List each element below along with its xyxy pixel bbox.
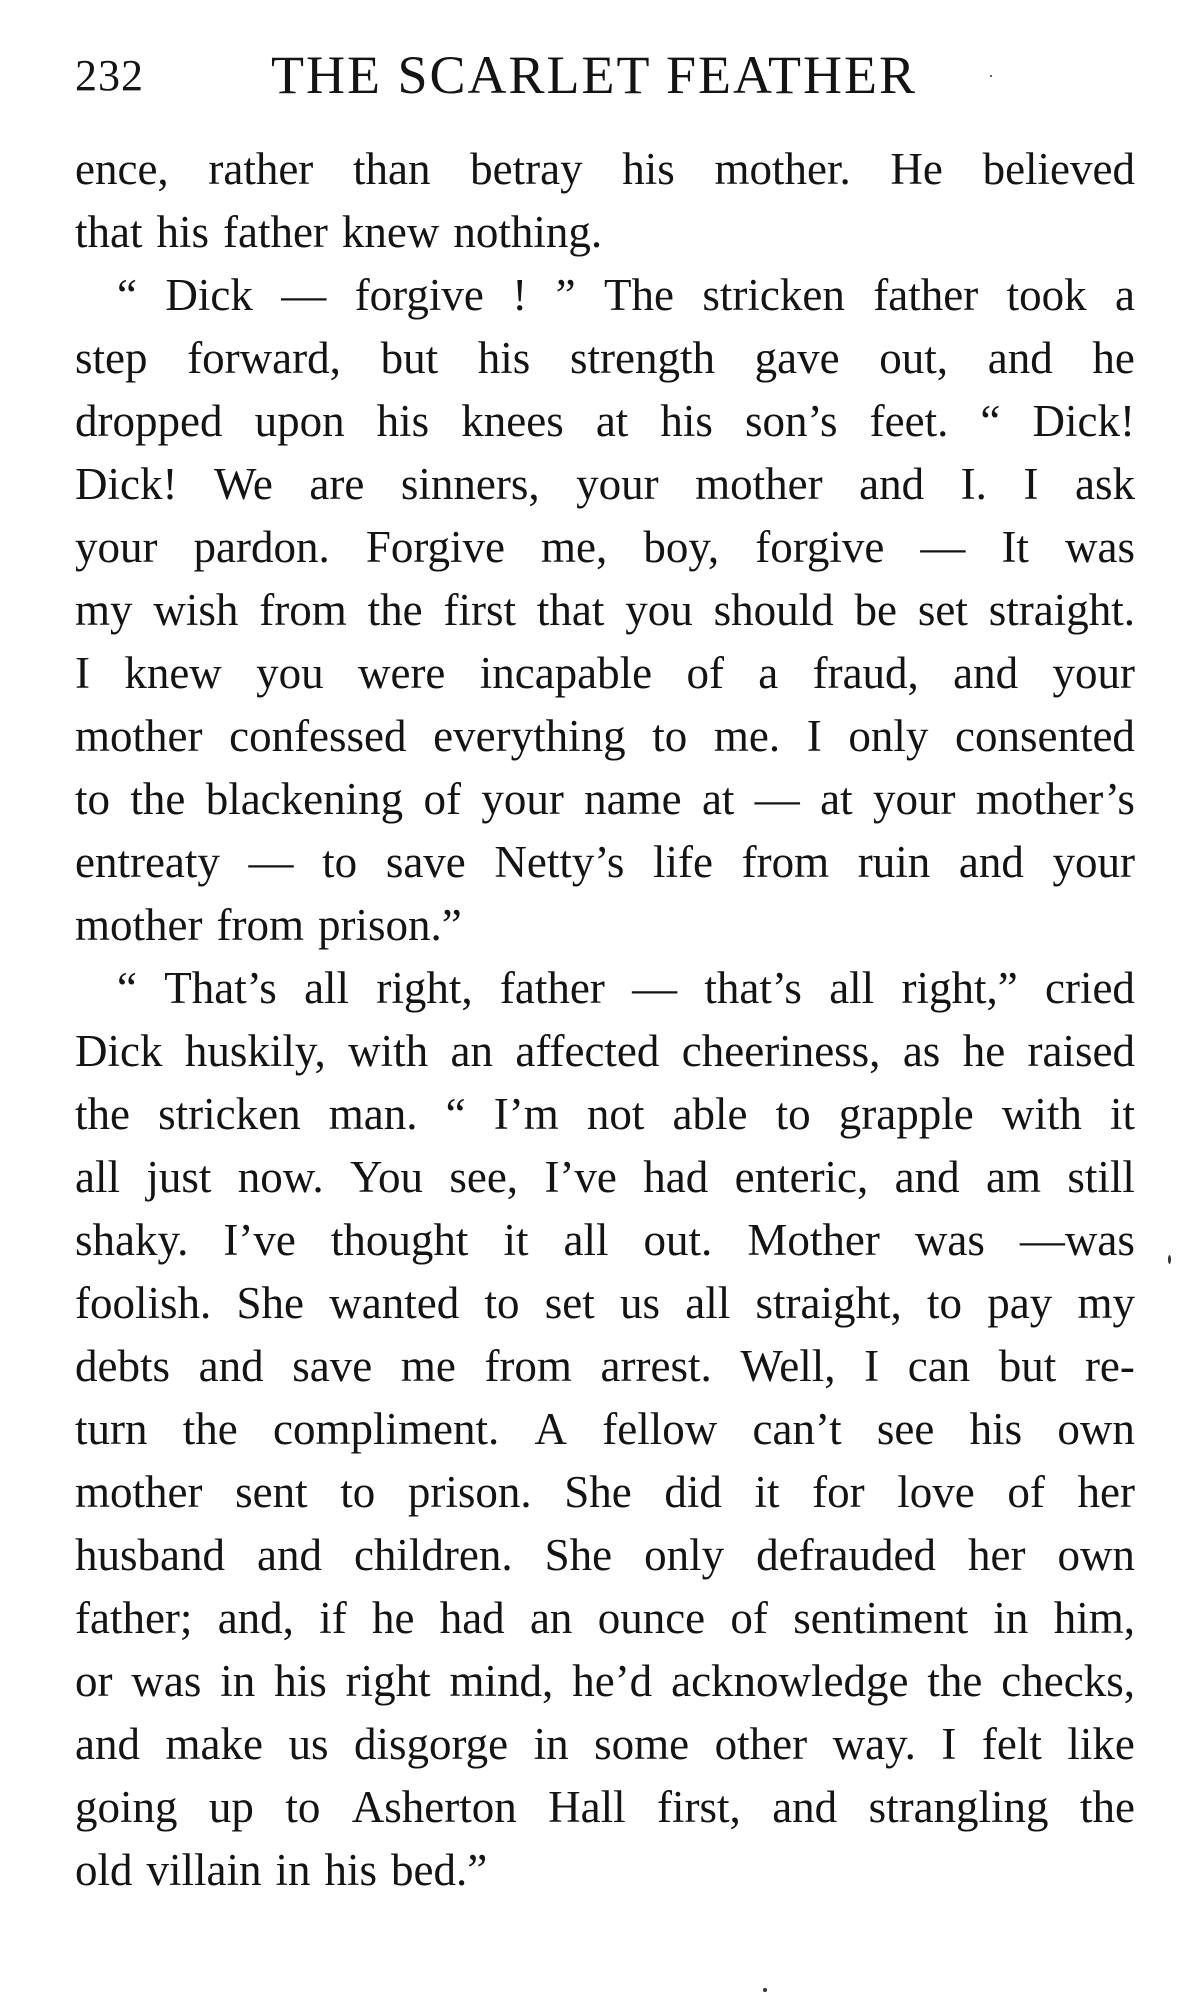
word: step bbox=[75, 333, 148, 383]
word: to bbox=[340, 1467, 376, 1517]
word: all bbox=[829, 963, 875, 1013]
word: ence, bbox=[75, 144, 169, 194]
text-line bbox=[75, 1713, 1135, 1776]
word: he bbox=[962, 1026, 1006, 1076]
word: affected bbox=[515, 1026, 660, 1076]
word: that bbox=[536, 585, 605, 635]
word: — bbox=[632, 963, 678, 1013]
word: than bbox=[352, 144, 431, 194]
word: checks, bbox=[1001, 1656, 1135, 1706]
word: “ bbox=[117, 270, 137, 320]
word: mother. bbox=[714, 144, 851, 194]
word: save bbox=[385, 837, 466, 887]
word: felt bbox=[981, 1719, 1042, 1769]
word: your bbox=[872, 774, 956, 824]
word: confessed bbox=[229, 711, 407, 761]
body-text bbox=[75, 138, 1135, 1902]
word: set bbox=[917, 585, 968, 635]
word: shaky. bbox=[75, 1215, 189, 1265]
paper-speck bbox=[990, 75, 992, 77]
word: all bbox=[304, 963, 350, 1013]
word: of bbox=[730, 1593, 768, 1643]
word: A bbox=[534, 1404, 567, 1454]
word: enteric, bbox=[734, 1152, 869, 1202]
word: or bbox=[75, 1656, 113, 1706]
word: Dick bbox=[75, 1026, 163, 1076]
word: to bbox=[484, 1278, 520, 1328]
word: ! bbox=[512, 270, 528, 320]
text-line bbox=[75, 1524, 1135, 1587]
word: — bbox=[920, 522, 966, 572]
word: and bbox=[772, 1782, 838, 1832]
word: her bbox=[967, 1530, 1026, 1580]
word: in bbox=[533, 1719, 569, 1769]
word: Well, bbox=[740, 1341, 836, 1391]
word: only bbox=[644, 1530, 725, 1580]
text-line bbox=[75, 831, 1135, 894]
word: —was bbox=[1019, 1215, 1135, 1265]
word: he bbox=[371, 1593, 415, 1643]
word: should bbox=[713, 585, 834, 635]
word: — bbox=[281, 270, 327, 320]
word: the bbox=[130, 774, 186, 824]
word: and bbox=[859, 459, 925, 509]
word: an bbox=[450, 1026, 493, 1076]
word: believed bbox=[982, 144, 1135, 194]
word: it bbox=[1109, 1089, 1135, 1139]
word: it bbox=[754, 1467, 780, 1517]
word: love bbox=[897, 1467, 975, 1517]
word: rather bbox=[208, 144, 314, 194]
word: The bbox=[604, 270, 674, 320]
word: We bbox=[214, 459, 273, 509]
word: and, bbox=[217, 1593, 294, 1643]
word: all bbox=[75, 1152, 120, 1202]
word: that bbox=[75, 207, 143, 257]
word: thought bbox=[330, 1215, 469, 1265]
word: see bbox=[876, 1404, 935, 1454]
word: but bbox=[380, 333, 439, 383]
word: he’d bbox=[572, 1656, 653, 1706]
word: blackening bbox=[205, 774, 404, 824]
word: to bbox=[285, 1782, 321, 1832]
word: your bbox=[481, 774, 564, 824]
word: consented bbox=[954, 711, 1135, 761]
word: to bbox=[926, 1278, 962, 1328]
running-head bbox=[75, 44, 1125, 114]
running-title: THE SCARLET FEATHER bbox=[271, 45, 918, 105]
word: — bbox=[248, 837, 294, 887]
word: first, bbox=[657, 1782, 741, 1832]
word: turn bbox=[75, 1404, 148, 1454]
text-line bbox=[75, 1461, 1135, 1524]
word: He bbox=[890, 144, 943, 194]
word: son’s bbox=[745, 396, 838, 446]
word: mind, bbox=[449, 1656, 554, 1706]
word: betray bbox=[470, 144, 583, 194]
word: I’ve bbox=[544, 1152, 617, 1202]
word: with bbox=[348, 1026, 429, 1076]
word: incapable bbox=[479, 648, 653, 698]
word: his bbox=[324, 1845, 378, 1895]
word: it bbox=[503, 1215, 529, 1265]
word: You bbox=[349, 1152, 423, 1202]
word: my bbox=[1077, 1278, 1135, 1328]
word: everything bbox=[433, 711, 626, 761]
word: dropped bbox=[75, 396, 223, 446]
word: had bbox=[643, 1152, 709, 1202]
word: pay bbox=[987, 1278, 1053, 1328]
word: right, bbox=[376, 963, 473, 1013]
word: I bbox=[75, 648, 90, 698]
word: It bbox=[1001, 522, 1029, 572]
word: be bbox=[854, 585, 897, 635]
word: fellow bbox=[602, 1404, 718, 1454]
text-line bbox=[75, 1272, 1135, 1335]
word: father bbox=[873, 270, 979, 320]
word: debts bbox=[75, 1341, 170, 1391]
word: your bbox=[1052, 837, 1135, 887]
word: of bbox=[686, 648, 724, 698]
word: I. bbox=[960, 459, 987, 509]
word: I bbox=[1023, 459, 1039, 509]
word: and bbox=[256, 1530, 322, 1580]
word: are bbox=[309, 459, 365, 509]
text-line bbox=[75, 768, 1135, 831]
word: cried bbox=[1045, 963, 1135, 1013]
word: prison.” bbox=[317, 900, 462, 950]
word: I’ve bbox=[223, 1215, 296, 1265]
word: raised bbox=[1027, 1026, 1135, 1076]
word: me. bbox=[713, 711, 781, 761]
word: Dick bbox=[165, 270, 253, 320]
word: only bbox=[848, 711, 929, 761]
word: Dick! bbox=[1032, 396, 1135, 446]
word: Dick! bbox=[75, 459, 178, 509]
word: She bbox=[544, 1530, 613, 1580]
word: of bbox=[1007, 1467, 1045, 1517]
text-line bbox=[75, 705, 1135, 768]
word: strength bbox=[569, 333, 715, 383]
word: forward, bbox=[187, 333, 341, 383]
word: can’t bbox=[752, 1404, 842, 1454]
text-line bbox=[75, 390, 1135, 453]
text-line bbox=[75, 201, 1135, 264]
text-line bbox=[75, 1020, 1135, 1083]
word: your bbox=[576, 459, 659, 509]
word: straight, bbox=[755, 1278, 902, 1328]
word: his bbox=[477, 333, 531, 383]
word: Asherton bbox=[351, 1782, 517, 1832]
word: us bbox=[619, 1278, 660, 1328]
word: see, bbox=[449, 1152, 519, 1202]
word: “ bbox=[117, 963, 137, 1013]
word: strangling bbox=[868, 1782, 1049, 1832]
word: sent bbox=[235, 1467, 308, 1517]
word: to bbox=[775, 1089, 811, 1139]
word: up bbox=[208, 1782, 254, 1832]
word: prison. bbox=[407, 1467, 532, 1517]
word: father; bbox=[75, 1593, 193, 1643]
word: arrest. bbox=[600, 1341, 712, 1391]
word: at bbox=[595, 396, 629, 446]
word: a bbox=[758, 648, 779, 698]
text-line bbox=[75, 1083, 1135, 1146]
word: acknowledge bbox=[671, 1656, 909, 1706]
word: She bbox=[564, 1467, 632, 1517]
word: cheeriness, bbox=[681, 1026, 881, 1076]
word: his bbox=[156, 207, 209, 257]
word: bed.” bbox=[391, 1845, 488, 1895]
word: for bbox=[812, 1467, 865, 1517]
text-line bbox=[75, 1587, 1135, 1650]
word: in bbox=[993, 1593, 1029, 1643]
word: and bbox=[198, 1341, 264, 1391]
word: fraud, bbox=[812, 648, 919, 698]
word: forgive bbox=[354, 270, 484, 320]
word: and bbox=[894, 1152, 960, 1202]
word: the bbox=[927, 1656, 983, 1706]
word: first bbox=[443, 585, 516, 635]
paper-speck bbox=[763, 1988, 767, 1992]
word: old bbox=[75, 1845, 133, 1895]
word: the bbox=[75, 1089, 130, 1139]
word: mother’s bbox=[975, 774, 1135, 824]
word: your bbox=[75, 522, 158, 572]
paper-speck bbox=[1168, 1255, 1171, 1264]
word: other bbox=[714, 1719, 808, 1769]
word: in bbox=[220, 1656, 256, 1706]
word: husband bbox=[75, 1530, 225, 1580]
word: huskily, bbox=[184, 1026, 326, 1076]
word: his bbox=[274, 1656, 327, 1706]
word: upon bbox=[254, 396, 345, 446]
word: his bbox=[660, 396, 713, 446]
word: was bbox=[131, 1656, 202, 1706]
word: mother bbox=[695, 459, 823, 509]
word: from bbox=[741, 837, 830, 887]
word: a bbox=[1115, 270, 1135, 320]
word: at bbox=[701, 774, 735, 824]
word: like bbox=[1067, 1719, 1135, 1769]
word: and bbox=[75, 1719, 140, 1769]
word: and bbox=[987, 333, 1053, 383]
text-line bbox=[75, 327, 1135, 390]
word: an bbox=[529, 1593, 573, 1643]
word: able bbox=[672, 1089, 748, 1139]
word: his bbox=[969, 1404, 1023, 1454]
word: children. bbox=[353, 1530, 513, 1580]
word: still bbox=[1067, 1152, 1135, 1202]
word: re- bbox=[1084, 1341, 1135, 1391]
word: all bbox=[563, 1215, 609, 1265]
word: I bbox=[941, 1719, 957, 1769]
word: the bbox=[182, 1404, 238, 1454]
word: nothing. bbox=[453, 207, 603, 257]
word: mother bbox=[75, 900, 203, 950]
text-line bbox=[75, 1650, 1135, 1713]
text-line bbox=[75, 957, 1135, 1020]
text-line bbox=[75, 642, 1135, 705]
text-line bbox=[75, 1209, 1135, 1272]
word: just bbox=[146, 1152, 212, 1202]
word: me, bbox=[541, 522, 608, 572]
word: man. bbox=[328, 1089, 418, 1139]
word: make bbox=[165, 1719, 263, 1769]
word: you bbox=[256, 648, 324, 698]
word: feet. bbox=[869, 396, 949, 446]
word: stricken bbox=[158, 1089, 301, 1139]
word: Netty’s bbox=[494, 837, 625, 887]
word: at bbox=[820, 774, 853, 824]
word: boy, bbox=[643, 522, 720, 572]
word: now. bbox=[237, 1152, 324, 1202]
word: from bbox=[216, 900, 304, 950]
word: pardon. bbox=[193, 522, 330, 572]
word: he bbox=[1092, 333, 1135, 383]
text-line bbox=[75, 579, 1135, 642]
word: am bbox=[986, 1152, 1042, 1202]
word: from bbox=[259, 585, 347, 635]
word: and bbox=[953, 648, 1019, 698]
word: were bbox=[357, 648, 446, 698]
word: right,” bbox=[901, 963, 1018, 1013]
text-line bbox=[75, 894, 1135, 957]
word: her bbox=[1077, 1467, 1135, 1517]
word: ounce bbox=[597, 1593, 706, 1643]
word: the bbox=[367, 585, 423, 635]
word: Forgive bbox=[365, 522, 505, 572]
word: own bbox=[1057, 1404, 1135, 1454]
word: Mother bbox=[747, 1215, 880, 1265]
word: had bbox=[439, 1593, 505, 1643]
word: save bbox=[292, 1341, 373, 1391]
word: name bbox=[584, 774, 682, 824]
word: grapple bbox=[838, 1089, 974, 1139]
word: took bbox=[1006, 270, 1087, 320]
word: straight. bbox=[988, 585, 1135, 635]
word: if bbox=[319, 1593, 347, 1643]
word: life bbox=[653, 837, 713, 887]
word: but bbox=[998, 1341, 1057, 1391]
word: did bbox=[664, 1467, 722, 1517]
word: his bbox=[376, 396, 430, 446]
word: with bbox=[1001, 1089, 1082, 1139]
word: I bbox=[864, 1341, 880, 1391]
word: to bbox=[652, 711, 688, 761]
word: father bbox=[223, 207, 328, 257]
word: your bbox=[1052, 648, 1135, 698]
word: wish bbox=[153, 585, 239, 635]
word: knew bbox=[341, 207, 440, 257]
word: was bbox=[1064, 522, 1135, 572]
word: to bbox=[75, 774, 111, 824]
text-line bbox=[75, 1776, 1135, 1839]
page-number: 232 bbox=[75, 51, 144, 100]
word: — bbox=[754, 774, 800, 824]
word: I bbox=[806, 711, 822, 761]
word: as bbox=[902, 1026, 941, 1076]
word: disgorge bbox=[353, 1719, 509, 1769]
word: sinners, bbox=[400, 459, 540, 509]
word: some bbox=[594, 1719, 690, 1769]
text-line bbox=[75, 1335, 1135, 1398]
word: mother bbox=[75, 711, 203, 761]
word: father bbox=[499, 963, 605, 1013]
word: gave bbox=[754, 333, 840, 383]
word: to bbox=[322, 837, 358, 887]
word: compliment. bbox=[273, 1404, 500, 1454]
word: stricken bbox=[702, 270, 845, 320]
text-line bbox=[75, 138, 1135, 201]
word: set bbox=[544, 1278, 595, 1328]
word: of bbox=[423, 774, 461, 824]
word: knew bbox=[124, 648, 222, 698]
word: from bbox=[484, 1341, 572, 1391]
text-line bbox=[75, 1146, 1135, 1209]
word: wanted bbox=[329, 1278, 460, 1328]
word: me bbox=[400, 1341, 456, 1391]
word: foolish. bbox=[75, 1278, 212, 1328]
word: ” bbox=[555, 270, 576, 320]
word: the bbox=[1079, 1782, 1135, 1832]
word: ruin bbox=[857, 837, 931, 887]
text-line bbox=[75, 264, 1135, 327]
word: him, bbox=[1053, 1593, 1135, 1643]
word: She bbox=[236, 1278, 305, 1328]
word: you bbox=[625, 585, 693, 635]
word: that’s bbox=[704, 963, 802, 1013]
word: was bbox=[914, 1215, 985, 1265]
word: ask bbox=[1074, 459, 1135, 509]
text-line bbox=[75, 453, 1135, 516]
word: entreaty bbox=[75, 837, 220, 887]
word: not bbox=[586, 1089, 645, 1139]
word: mother bbox=[75, 1467, 203, 1517]
word: and bbox=[958, 837, 1024, 887]
word: defrauded bbox=[756, 1530, 936, 1580]
word: Hall bbox=[548, 1782, 626, 1832]
word: forgive bbox=[755, 522, 885, 572]
word: way. bbox=[832, 1719, 916, 1769]
text-line bbox=[75, 516, 1135, 579]
word: all bbox=[685, 1278, 731, 1328]
word: his bbox=[622, 144, 675, 194]
word: That’s bbox=[164, 963, 277, 1013]
word: going bbox=[75, 1782, 178, 1832]
word: can bbox=[907, 1341, 971, 1391]
text-line bbox=[75, 1839, 1135, 1902]
word: “ bbox=[445, 1089, 466, 1139]
word: out, bbox=[879, 333, 949, 383]
word: “ bbox=[980, 396, 1001, 446]
word: out. bbox=[643, 1215, 713, 1265]
word: us bbox=[288, 1719, 329, 1769]
text-line bbox=[75, 1398, 1135, 1461]
word: right bbox=[345, 1656, 431, 1706]
word: knees bbox=[461, 396, 564, 446]
word: my bbox=[75, 585, 133, 635]
word: villain bbox=[146, 1845, 262, 1895]
word: sentiment bbox=[793, 1593, 969, 1643]
word: own bbox=[1057, 1530, 1135, 1580]
word: I’m bbox=[493, 1089, 559, 1139]
word: in bbox=[275, 1845, 311, 1895]
